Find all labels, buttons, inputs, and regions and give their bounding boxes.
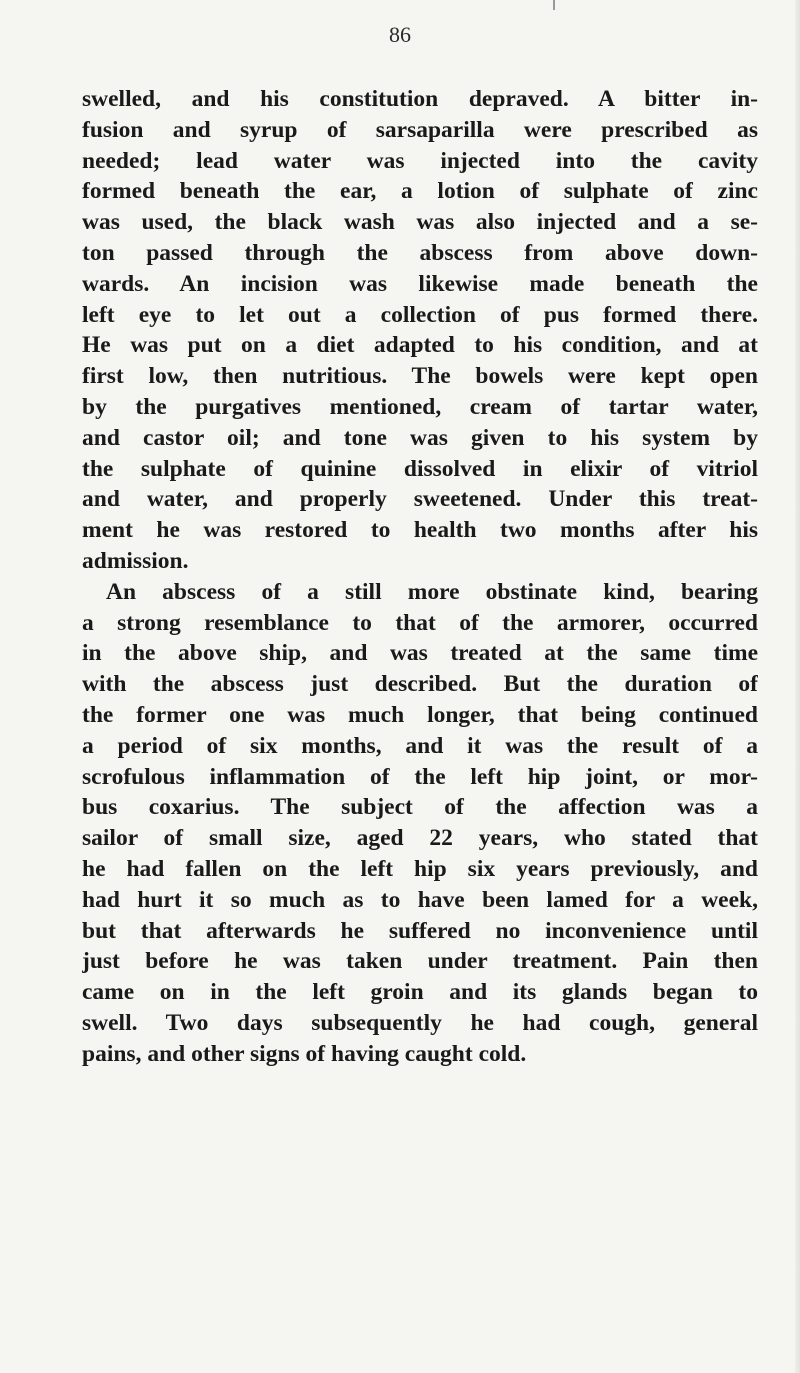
text-line: the sulphate of quinine dissolved in elixir of vitriol	[82, 455, 758, 482]
scan-mark	[553, 0, 555, 10]
page-number: 86	[389, 22, 411, 47]
text-line: admission.	[82, 547, 189, 574]
text-line: came on in the left groin and its glands began to	[82, 979, 758, 1006]
text-line: a period of six months, and it was the result of a	[82, 732, 758, 759]
body-text	[82, 84, 758, 1070]
text-line: bus coxarius. The subject of the affection was a	[82, 794, 758, 821]
text-line: wards. An incision was likewise made beneath the	[82, 270, 758, 297]
text-line: sailor of small size, aged 22 years, who stated that	[82, 825, 758, 852]
text-line: An abscess of a still more obstinate kind, bearing	[106, 578, 758, 605]
page-edge-shadow	[795, 0, 800, 1373]
text-line: needed; lead water was injected into the cavity	[82, 147, 758, 174]
text-line: in the above ship, and was treated at the same time	[82, 640, 758, 667]
text-line: by the purgatives mentioned, cream of tartar water,	[82, 393, 758, 420]
text-line: and castor oil; and tone was given to his system by	[82, 424, 758, 451]
text-line: just before he was taken under treatment. Pain then	[82, 948, 758, 975]
text-line: ton passed through the abscess from above down-	[82, 239, 758, 266]
text-line: formed beneath the ear, a lotion of sulphate of zinc	[82, 178, 758, 205]
text-line: but that afterwards he suffered no inconvenience until	[82, 917, 758, 944]
text-line: ment he was restored to health two months after his	[82, 517, 758, 544]
text-line: left eye to let out a collection of pus formed there.	[82, 301, 758, 328]
text-line: scrofulous inflammation of the left hip joint, or mor-	[82, 763, 758, 790]
text-line: with the abscess just described. But the duration of	[82, 671, 758, 698]
text-line: swelled, and his constitution depraved. A bitter in-	[82, 86, 758, 112]
text-line: He was put on a diet adapted to his condition, and at	[82, 332, 758, 359]
text-line: fusion and syrup of sarsaparilla were prescribed as	[82, 116, 758, 143]
text-line: first low, then nutritious. The bowels were kept open	[82, 363, 758, 390]
text-line: he had fallen on the left hip six years previously, and	[82, 855, 758, 882]
text-line: was used, the black wash was also injected and a se-	[82, 209, 758, 236]
text-line: a strong resemblance to that of the armorer, occurred	[82, 609, 758, 636]
text-line: the former one was much longer, that being continued	[82, 701, 758, 728]
text-line: and water, and properly sweetened. Under this treat-	[82, 486, 758, 513]
text-line: pains, and other signs of having caught cold.	[82, 1040, 527, 1067]
text-line: had hurt it so much as to have been lamed for a week,	[82, 886, 758, 913]
text-line: swell. Two days subsequently he had cough, general	[82, 1009, 758, 1036]
